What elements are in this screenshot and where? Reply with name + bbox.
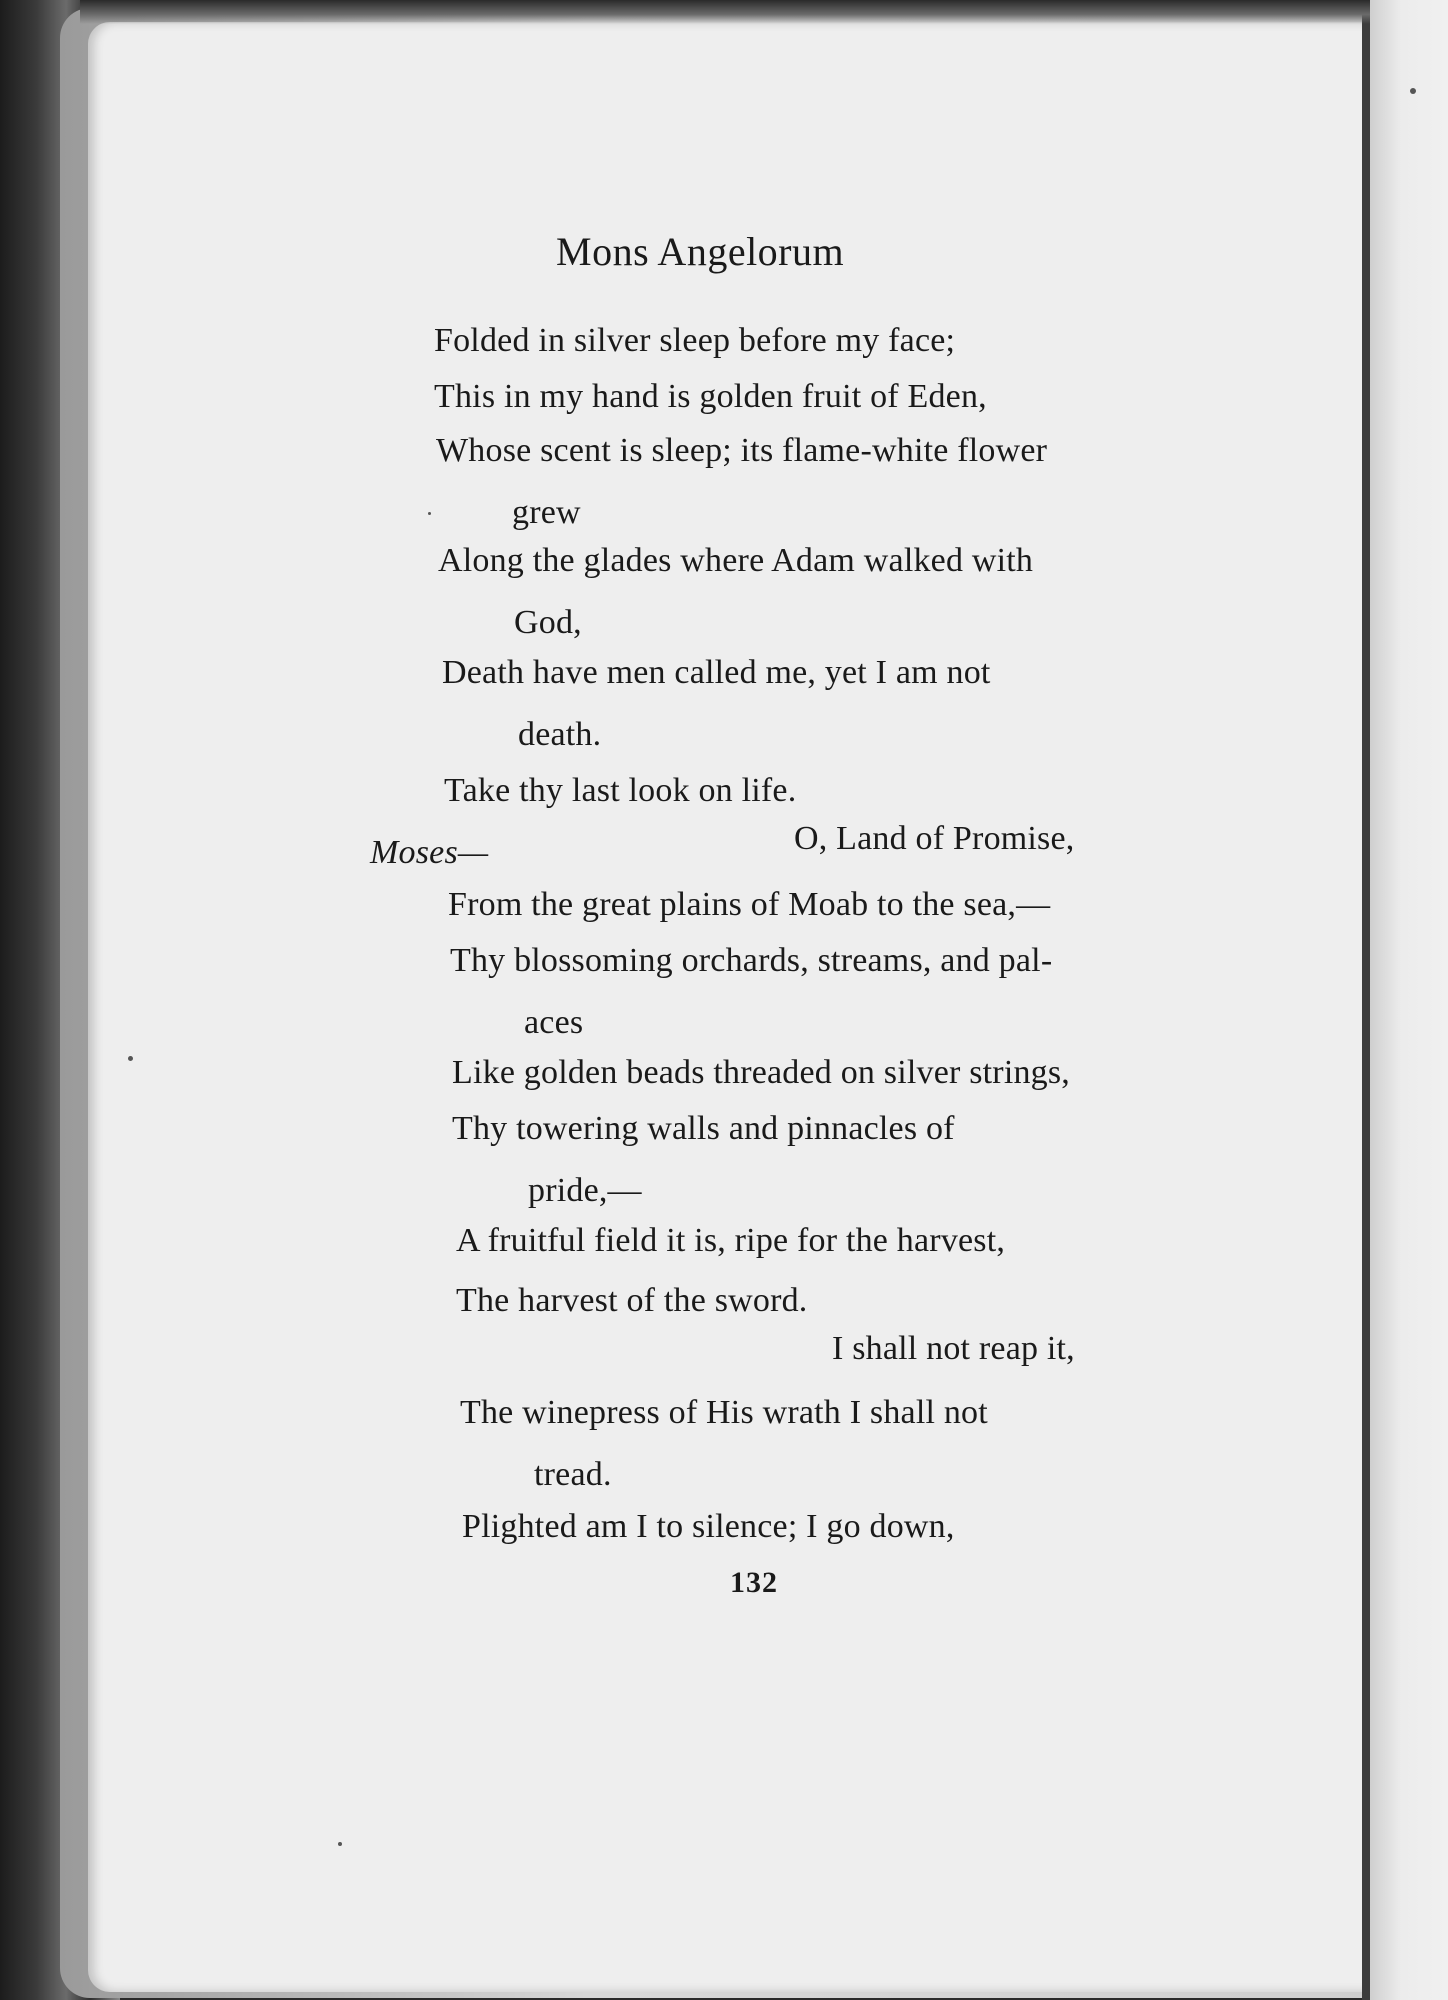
page-number: 132 [730, 1566, 778, 1599]
poem-line: Thy blossoming orchards, streams, and pal- [450, 942, 1053, 979]
poem-line: Folded in silver sleep before my face; [434, 322, 956, 359]
speaker-label: Moses— [370, 834, 489, 871]
poem-line: pride,— [528, 1172, 642, 1209]
facing-page [1370, 0, 1448, 2000]
poem-line: Thy towering walls and pinnacles of [452, 1110, 955, 1147]
poem-line: death. [518, 716, 602, 753]
poem-line: Take thy last look on life. [444, 772, 797, 809]
poem-line: tread. [534, 1456, 612, 1493]
speck [338, 1842, 342, 1846]
speck [1410, 88, 1416, 94]
poem-line: O, Land of Promise, [794, 820, 1075, 857]
poem-line: Death have men called me, yet I am not [442, 654, 991, 691]
top-shadow [80, 0, 1370, 24]
poem-line: Whose scent is sleep; its flame-white flower [436, 432, 1048, 469]
poem-line: This in my hand is golden fruit of Eden, [434, 378, 987, 415]
poem-line: A fruitful field it is, ripe for the harvest, [456, 1222, 1006, 1259]
speck [428, 512, 431, 515]
gutter [1362, 0, 1370, 2000]
poem-line: The harvest of the sword. [456, 1282, 808, 1319]
poem-line: Plighted am I to silence; I go down, [462, 1508, 955, 1545]
book-page [88, 22, 1370, 1992]
poem-line: Along the glades where Adam walked with [438, 542, 1034, 579]
poem-line: The winepress of His wrath I shall not [460, 1394, 988, 1431]
speck [128, 1056, 133, 1061]
poem-line: grew [512, 494, 581, 531]
poem-line: aces [524, 1004, 584, 1041]
running-title: Mons Angelorum [556, 229, 845, 274]
poem-line: I shall not reap it, [832, 1330, 1075, 1367]
poem-line: Like golden beads threaded on silver strings, [452, 1054, 1071, 1091]
poem-line: From the great plains of Moab to the sea,— [448, 886, 1051, 923]
poem-line: God, [514, 604, 582, 641]
